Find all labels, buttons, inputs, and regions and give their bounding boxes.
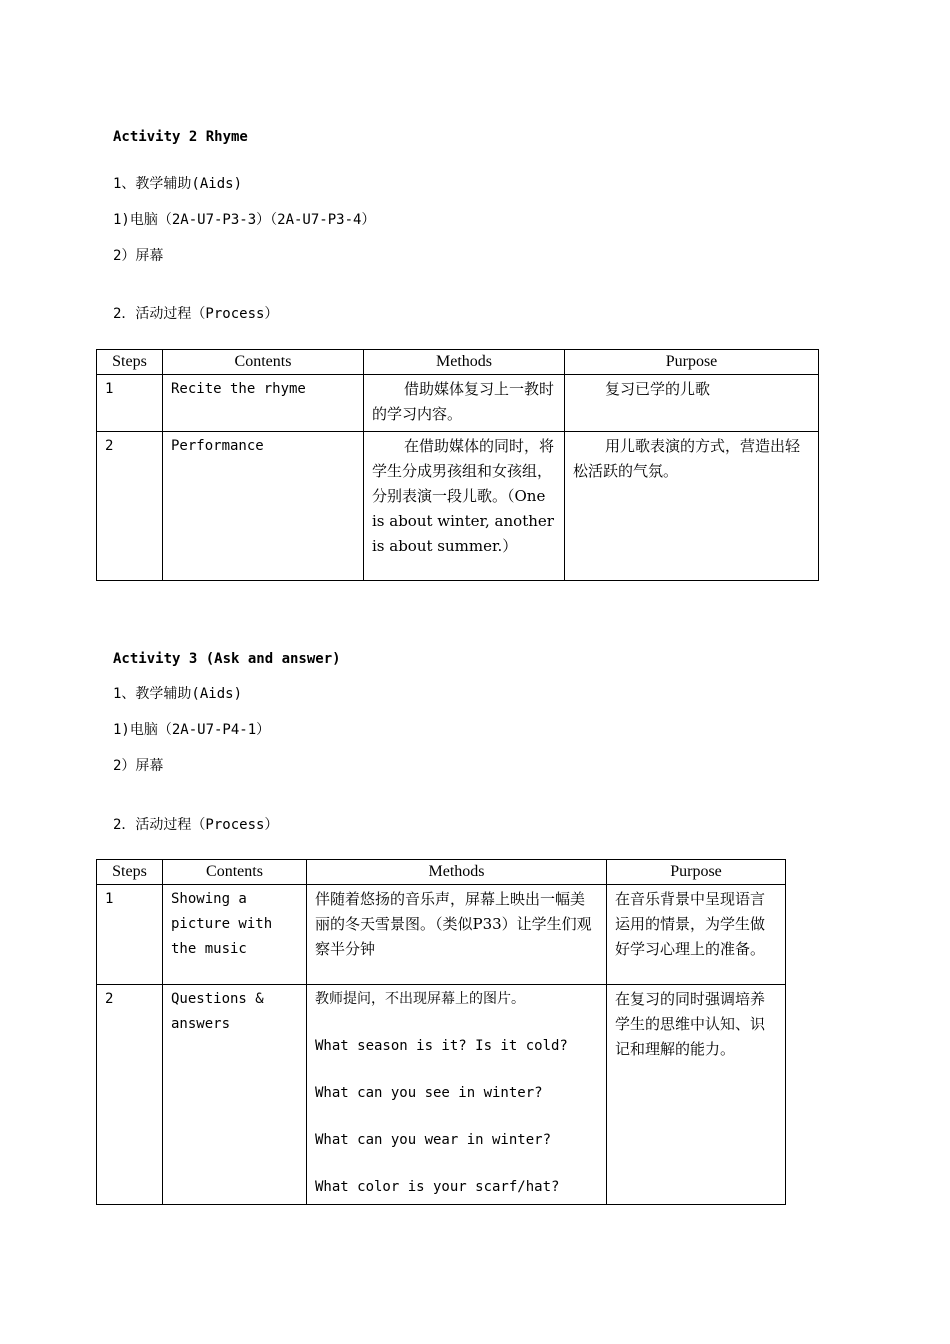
question-line: What color is your scarf/hat? [315, 1179, 560, 1195]
table-row [97, 885, 786, 985]
cell-step: 2 [97, 985, 163, 1205]
question-line: What can you wear in winter? [315, 1132, 552, 1148]
activity2-process-heading: 2．活动过程（Process） [113, 306, 279, 322]
cell-content: Performance [163, 432, 364, 581]
cell-purpose: 在音乐背景中呈现语言运用的情景，为学生做好学习心理上的准备。 [607, 885, 786, 985]
cell-purpose: 在复习的同时强调培养学生的思维中认知、识记和理解的能力。 [607, 985, 786, 1205]
header-steps: Steps [97, 350, 163, 375]
activity2-aid-screen: 2）屏幕 [113, 248, 164, 264]
cell-content: Recite the rhyme [163, 375, 364, 432]
header-contents: Contents [163, 350, 364, 375]
header-methods: Methods [307, 860, 607, 885]
table-header-row [97, 860, 786, 885]
cell-content: Showing a picture with the music [163, 885, 307, 985]
cell-content: Questions & answers [163, 985, 307, 1205]
table-row [97, 375, 819, 432]
table-header-row [97, 350, 819, 375]
cell-purpose: 用儿歌表演的方式，营造出轻松活跃的气氛。 [565, 432, 819, 581]
activity2-table [96, 349, 819, 581]
activity3-title: Activity 3 (Ask and answer) [113, 651, 341, 667]
activity3-aid-computer: 1)电脑（2A-U7-P4-1） [113, 722, 271, 738]
question-line: What season is it? Is it cold? [315, 1038, 568, 1054]
cell-method: 在借助媒体的同时，将学生分成男孩组和女孩组，分别表演一段儿歌。（One is about winter, another is about summer.） [364, 432, 565, 581]
activity3-table [96, 859, 786, 1205]
cell-purpose: 复习已学的儿歌 [565, 375, 819, 432]
activity3-aid-screen: 2）屏幕 [113, 758, 164, 774]
question-line: What can you see in winter? [315, 1085, 543, 1101]
header-methods: Methods [364, 350, 565, 375]
header-purpose: Purpose [565, 350, 819, 375]
activity3-process-heading: 2．活动过程（Process） [113, 817, 279, 833]
cell-step: 1 [97, 375, 163, 432]
cell-step: 1 [97, 885, 163, 985]
cell-method-questions [307, 985, 607, 1205]
activity3-aids-heading: 1、教学辅助(Aids) [113, 686, 243, 702]
activity2-title: Activity 2 Rhyme [113, 129, 248, 145]
method-intro: 教师提问，不出现屏幕上的图片。 [315, 991, 525, 1007]
activity2-aids-heading: 1、教学辅助(Aids) [113, 176, 243, 192]
table-row [97, 432, 819, 581]
header-purpose: Purpose [607, 860, 786, 885]
header-contents: Contents [163, 860, 307, 885]
table-row [97, 985, 786, 1205]
activity2-aid-computer: 1)电脑（2A-U7-P3-3）（2A-U7-P3-4） [113, 212, 376, 228]
cell-method: 借助媒体复习上一教时的学习内容。 [364, 375, 565, 432]
cell-method: 伴随着悠扬的音乐声，屏幕上映出一幅美丽的冬天雪景图。（类似P33）让学生们观察半分钟 [307, 885, 607, 985]
header-steps: Steps [97, 860, 163, 885]
cell-step: 2 [97, 432, 163, 581]
